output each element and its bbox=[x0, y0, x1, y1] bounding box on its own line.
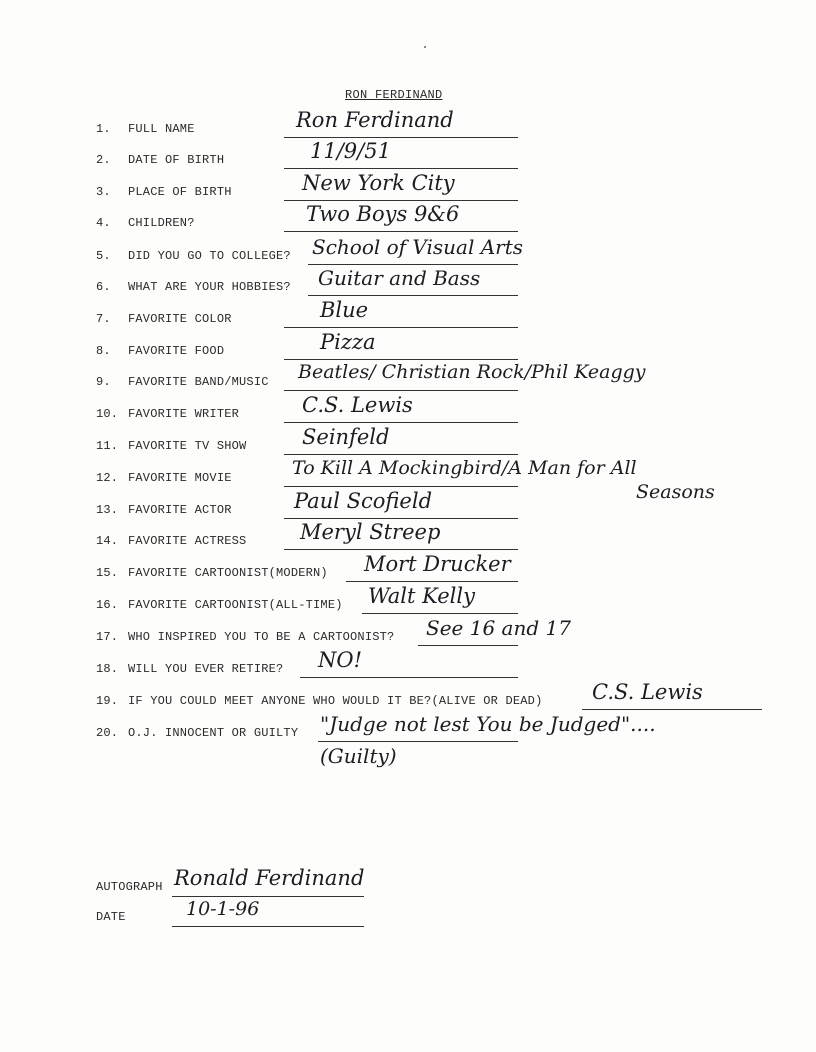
answer-line bbox=[284, 200, 518, 201]
question-row bbox=[0, 139, 816, 173]
question-number: 4. bbox=[96, 216, 111, 230]
answer-line bbox=[284, 137, 518, 138]
handwritten-answer: New York City bbox=[302, 171, 455, 195]
question-row bbox=[0, 393, 816, 427]
question-number: 10. bbox=[96, 407, 119, 421]
question-number: 17. bbox=[96, 630, 119, 644]
question-row bbox=[0, 584, 816, 618]
handwritten-answer: Ron Ferdinand bbox=[296, 108, 454, 132]
handwritten-answer: 11/9/51 bbox=[310, 139, 391, 163]
date-label: DATE bbox=[96, 910, 126, 924]
question-number: 11. bbox=[96, 439, 119, 453]
answer-line bbox=[284, 422, 518, 423]
question-number: 13. bbox=[96, 503, 119, 517]
question-number: 15. bbox=[96, 566, 119, 580]
question-label: FAVORITE BAND/MUSIC bbox=[128, 375, 269, 389]
handwritten-answer: Blue bbox=[320, 298, 369, 322]
question-number: 7. bbox=[96, 312, 111, 326]
question-number: 2. bbox=[96, 153, 111, 167]
answer-line bbox=[284, 454, 518, 455]
answer-line bbox=[308, 264, 518, 265]
question-number: 6. bbox=[96, 280, 111, 294]
answer-line bbox=[346, 581, 518, 582]
answer-line bbox=[284, 231, 518, 232]
question-number: 16. bbox=[96, 598, 119, 612]
question-row bbox=[0, 171, 816, 205]
signature: Ronald Ferdinand bbox=[174, 866, 365, 890]
handwritten-answer: Pizza bbox=[320, 330, 376, 354]
answer-line bbox=[362, 613, 518, 614]
question-label: FAVORITE TV SHOW bbox=[128, 439, 247, 453]
date-line bbox=[172, 926, 364, 927]
answer-line bbox=[582, 709, 762, 710]
question-row bbox=[0, 266, 816, 300]
question-number: 9. bbox=[96, 375, 111, 389]
handwritten-answer-continued: Seasons bbox=[636, 481, 715, 503]
handwritten-answer: To Kill A Mockingbird/A Man for All bbox=[292, 457, 637, 479]
date-value: 10-1-96 bbox=[186, 898, 260, 920]
question-label: CHILDREN? bbox=[128, 216, 195, 230]
question-label: FAVORITE COLOR bbox=[128, 312, 232, 326]
question-row bbox=[0, 680, 816, 714]
question-row bbox=[0, 425, 816, 459]
handwritten-answer: NO! bbox=[318, 648, 363, 672]
question-row bbox=[0, 202, 816, 236]
question-number: 5. bbox=[96, 249, 111, 263]
question-label: FAVORITE CARTOONIST(MODERN) bbox=[128, 566, 328, 580]
paper-speck bbox=[424, 46, 426, 48]
handwritten-answer: C.S. Lewis bbox=[592, 680, 703, 704]
question-label: FAVORITE MOVIE bbox=[128, 471, 232, 485]
question-row bbox=[0, 520, 816, 554]
question-label: DATE OF BIRTH bbox=[128, 153, 225, 167]
handwritten-answer: Beatles/ Christian Rock/Phil Keaggy bbox=[298, 361, 646, 383]
answer-line bbox=[284, 549, 518, 550]
question-number: 8. bbox=[96, 344, 111, 358]
answer-line bbox=[308, 295, 518, 296]
autograph-label: AUTOGRAPH bbox=[96, 880, 163, 894]
answer-line bbox=[284, 168, 518, 169]
question-row bbox=[0, 712, 816, 768]
question-number: 14. bbox=[96, 534, 119, 548]
question-label: IF YOU COULD MEET ANYONE WHO WOULD IT BE?(ALIVE OR DEAD) bbox=[128, 694, 543, 708]
question-label: WHAT ARE YOUR HOBBIES? bbox=[128, 280, 291, 294]
question-row bbox=[0, 235, 816, 269]
handwritten-answer: Meryl Streep bbox=[300, 520, 441, 544]
autograph-line bbox=[172, 896, 364, 897]
handwritten-answer: See 16 and 17 bbox=[426, 616, 571, 640]
question-number: 19. bbox=[96, 694, 119, 708]
handwritten-answer: Two Boys 9&6 bbox=[306, 202, 460, 226]
handwritten-answer: Guitar and Bass bbox=[318, 266, 481, 290]
form-title: RON FERDINAND bbox=[345, 88, 443, 102]
question-row bbox=[0, 616, 816, 650]
question-row bbox=[0, 552, 816, 586]
handwritten-answer: School of Visual Arts bbox=[312, 235, 524, 259]
question-number: 20. bbox=[96, 726, 119, 740]
answer-line bbox=[284, 327, 518, 328]
question-row bbox=[0, 330, 816, 364]
question-number: 12. bbox=[96, 471, 119, 485]
handwritten-answer: "Judge not lest You be Judged".... bbox=[320, 712, 656, 736]
question-number: 3. bbox=[96, 185, 111, 199]
answer-line bbox=[284, 518, 518, 519]
question-row bbox=[0, 108, 816, 142]
answer-line bbox=[284, 359, 518, 360]
handwritten-answer: Walt Kelly bbox=[368, 584, 475, 608]
answer-line bbox=[418, 645, 518, 646]
question-row bbox=[0, 298, 816, 332]
question-row bbox=[0, 648, 816, 682]
answer-line bbox=[300, 677, 518, 678]
answer-line bbox=[284, 486, 518, 487]
handwritten-answer: Mort Drucker bbox=[364, 552, 511, 576]
question-label: FAVORITE ACTOR bbox=[128, 503, 232, 517]
date-row bbox=[0, 898, 816, 932]
question-label: WHO INSPIRED YOU TO BE A CARTOONIST? bbox=[128, 630, 395, 644]
question-label: FAVORITE FOOD bbox=[128, 344, 225, 358]
question-label: FULL NAME bbox=[128, 122, 195, 136]
question-label: WILL YOU EVER RETIRE? bbox=[128, 662, 284, 676]
question-label: FAVORITE ACTRESS bbox=[128, 534, 247, 548]
question-number: 18. bbox=[96, 662, 119, 676]
question-label: O.J. INNOCENT OR GUILTY bbox=[128, 726, 299, 740]
question-row bbox=[0, 361, 816, 395]
answer-line bbox=[284, 390, 518, 391]
question-number: 1. bbox=[96, 122, 111, 136]
answer-line bbox=[318, 741, 518, 742]
handwritten-answer: C.S. Lewis bbox=[302, 393, 413, 417]
question-label: PLACE OF BIRTH bbox=[128, 185, 232, 199]
question-label: FAVORITE WRITER bbox=[128, 407, 240, 421]
handwritten-answer: Seinfeld bbox=[302, 425, 390, 449]
question-label: DID YOU GO TO COLLEGE? bbox=[128, 249, 291, 263]
question-label: FAVORITE CARTOONIST(ALL-TIME) bbox=[128, 598, 343, 612]
handwritten-answer-continued: (Guilty) bbox=[320, 744, 397, 768]
autograph-row bbox=[0, 866, 816, 902]
handwritten-answer: Paul Scofield bbox=[294, 489, 433, 513]
